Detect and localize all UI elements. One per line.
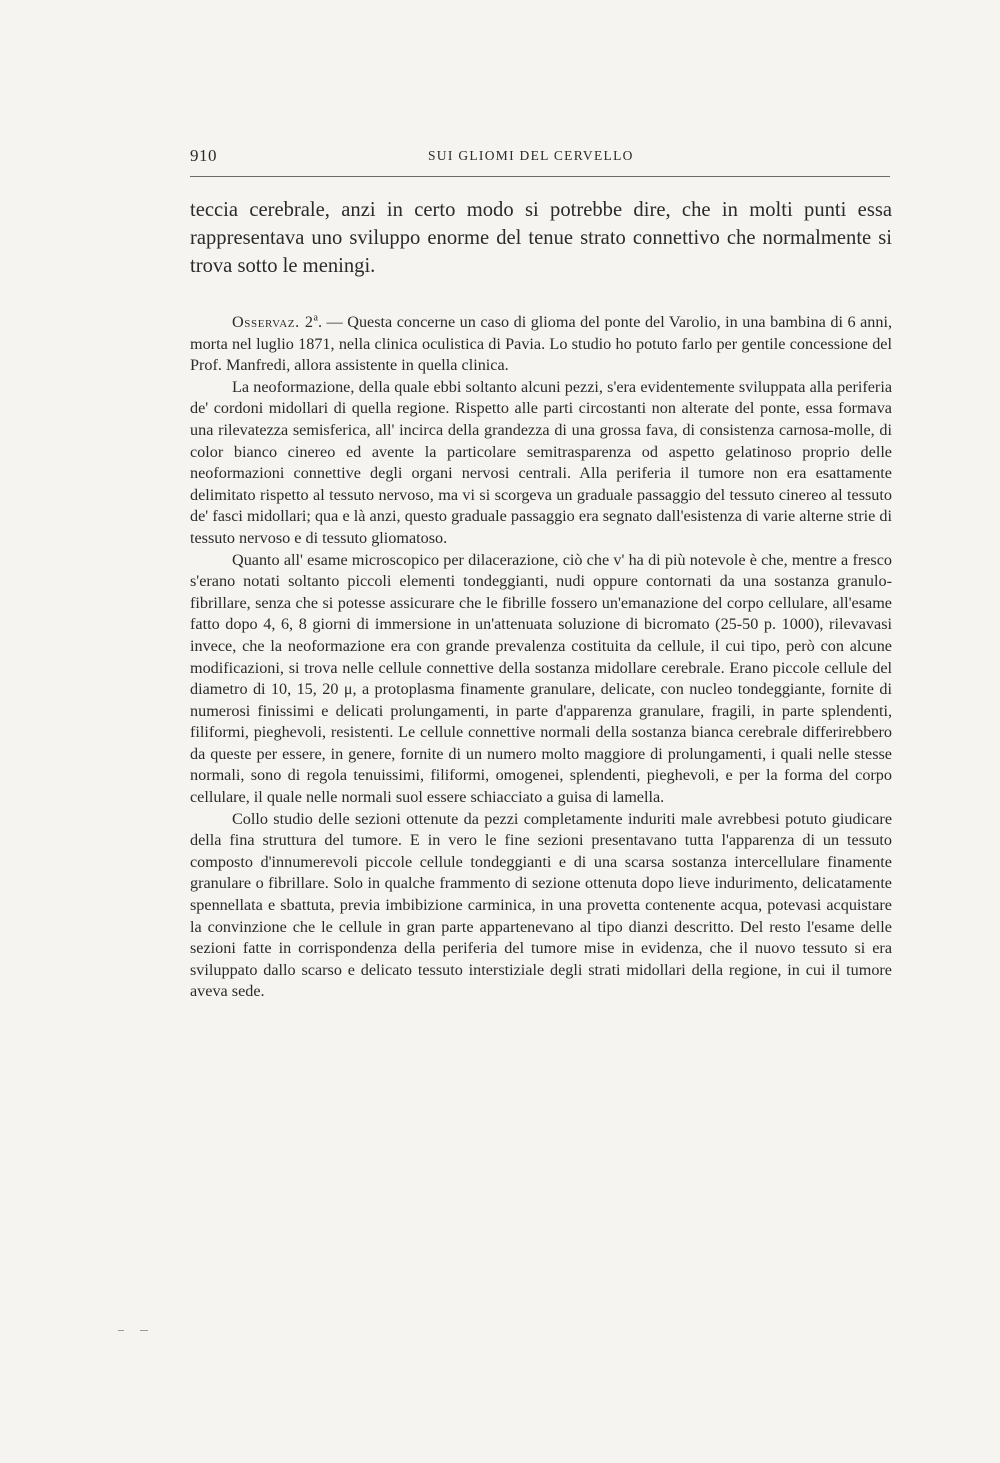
paragraph-esame-microscopico: Quanto all' esame microscopico per dilacerazione, ciò che v' ha di più notevole è che, mentre a fresco s'erano notati soltanto piccoli elementi tondeggianti, nudi oppure contornati da una sostanza granulo-fibrillare, senza che si potesse assicurare che le fibrille fossero un'emanazione del corpo cellulare, all'esame fatto dopo 4, 6, 8 giorni di immersione in un'attenuata soluzione di bicromato (25-50 p. 1000), rilevavasi invece, che la neoformazione era con grande prevalenza costituita da cellule, il cui tipo, però con alcune modificazioni, si trova nelle cellule connettive della sostanza midollare cerebrale. Erano piccole cellule del diametro di 10, 15, 20 μ, a protoplasma finamente granulare, delicate, con nucleo tondeggiante, fornite di numerosi finissimi e delicati prolungamenti, in parte d'apparenza granulare, fragili, in parte splendenti, filiformi, pieghevoli, resistenti. Le cellule connettive normali della sostanza bianca cerebrale differirebbero da queste per essere, in genere, fornite di un numero molto maggiore di prolungamenti, i quali nelle stesse normali, sono di regola tenuissimi, filiformi, omogenei, splendenti, pieghevoli, e per la forma del corpo cellulare, il quale nelle normali suol essere schiacciato a guisa di lamella. [190, 550, 892, 807]
observation-label: Osservaz. 2 [232, 313, 314, 331]
paragraph-sezioni: Collo studio delle sezioni ottenute da pezzi completamente induriti male avrebbesi potuto giudicare della fina struttura del tumore. E in vero le fine sezioni presentavano tutta l'apparenza di un tessuto composto d'innumerevoli piccole cellule tondeggianti e di una scarsa sostanza intercellulare finamente granulare o fibrillare. Solo in qualche frammento di sezione ottenuta dopo lieve indurimento, delicatamente spennellata e sbattuta, previa imbibizione carminica, in una provetta contenente acqua, potevasi acquistare la convinzione che le cellule in gran parte appartenevano al tipo dianzi descritto. Del resto l'esame delle sezioni fatte in corrispondenza della periferia del tumore mise in evidenza, che il nuovo tessuto si era sviluppato dallo scarso e delicato tessuto interstiziale degli strati midollari della regione, in cui il tumore aveva sede. [190, 809, 892, 1001]
stray-marks [118, 1330, 158, 1332]
observation-paragraph [190, 312, 892, 377]
observation-ordinal: a [313, 312, 318, 324]
body-text [190, 312, 892, 1003]
intro-paragraph: teccia cerebrale, anzi in certo modo si potrebbe dire, che in molti punti essa rappresentava uno sviluppo enorme del tenue strato connettivo che normalmente si trova sotto le meningi. [190, 199, 892, 277]
page-number: 910 [190, 146, 217, 165]
running-title: SUI GLIOMI DEL CERVELLO [428, 148, 634, 163]
header-rule [190, 176, 890, 177]
observation-text: . — Questa concerne un caso di glioma del ponte del Varolio, in una bambina di 6 anni, morta nel luglio 1871, nella clinica oculistica di Pavia. Lo studio ho potuto farlo per gentile concessione del Prof. Manfredi, allora assistente in quella clinica. [190, 313, 892, 375]
paragraph-neoformazione: La neoformazione, della quale ebbi soltanto alcuni pezzi, s'era evidentemente sviluppata alla periferia de' cordoni midollari di quella regione. Rispetto alle parti circostanti non alterate del ponte, essa formava una rilevatezza semisferica, all' incirca della grandezza di una grossa fava, di consistenza carnosa-molle, di color bianco cinereo ed avente la particolare semitrasparenza od aspetto gelatinoso proprio delle neoformazioni connettive degli organi nervosi centrali. Alla periferia il tumore non era esattamente delimitato rispetto al tessuto nervoso, ma vi si scorgeva un graduale passaggio del tessuto cinereo al tessuto de' fasci midollari; qua e là anzi, questo graduale passaggio era segnato dall'esistenza di varie alterne strie di tessuto nervoso e di tessuto gliomatoso. [190, 377, 892, 547]
running-head [190, 146, 890, 170]
